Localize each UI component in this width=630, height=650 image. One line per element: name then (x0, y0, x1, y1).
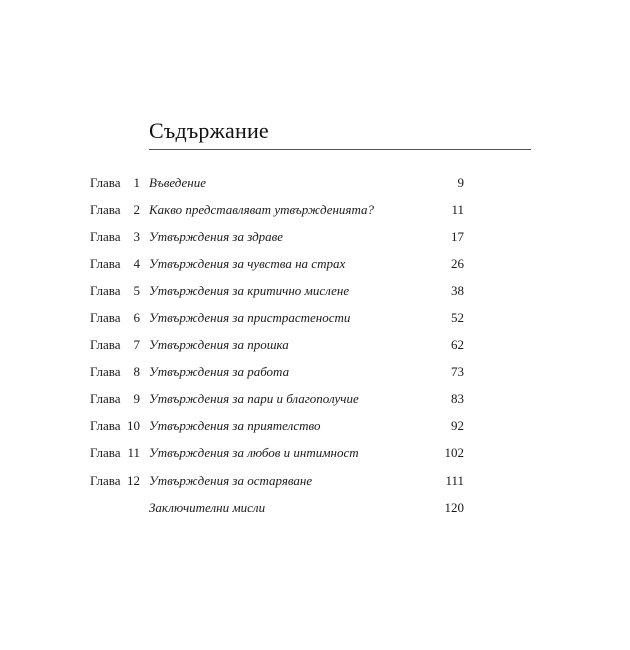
chapter-label: Глава (90, 473, 121, 488)
entry-title: Утвърждения за критично мислене (149, 283, 350, 298)
chapter-number: 7 (133, 337, 140, 352)
chapter-number: 9 (133, 391, 140, 406)
toc-entry (0, 389, 630, 409)
chapter-label: Глава (90, 445, 121, 460)
chapter-label: Глава (90, 337, 121, 352)
chapter-number: 1 (133, 175, 140, 190)
page-number: 92 (451, 418, 464, 433)
heading-rule (149, 149, 531, 150)
page-number: 73 (451, 364, 464, 379)
chapter-number: 6 (133, 310, 140, 325)
page-number: 38 (451, 283, 464, 298)
entry-title: Утвърждения за пари и благополучие (149, 391, 359, 406)
toc-entry (0, 416, 630, 436)
chapter-number: 12 (127, 473, 140, 488)
page-number: 52 (451, 310, 464, 325)
toc-entry (0, 227, 630, 247)
chapter-number: 3 (133, 229, 140, 244)
entry-title: Утвърждения за остаряване (149, 473, 313, 488)
chapter-number: 5 (133, 283, 140, 298)
page-number: 102 (444, 445, 464, 460)
chapter-number: 11 (127, 445, 140, 460)
page-number: 62 (451, 337, 464, 352)
chapter-label: Глава (90, 229, 121, 244)
chapter-number: 10 (127, 418, 140, 433)
chapter-label: Глава (90, 418, 121, 433)
chapter-number: 2 (133, 202, 140, 217)
entry-title: Утвърждения за приятелство (149, 418, 321, 433)
entry-title: Утвърждения за любов и интимност (149, 445, 359, 460)
toc-entry (0, 335, 630, 355)
chapter-label: Глава (90, 256, 121, 271)
toc-entry (0, 173, 630, 193)
chapter-label: Глава (90, 283, 121, 298)
page-number: 120 (444, 500, 464, 515)
toc-entry (0, 498, 630, 518)
toc-heading: Съдържание (149, 118, 269, 143)
page-number: 11 (451, 202, 464, 217)
toc-entry (0, 308, 630, 328)
toc-entry (0, 254, 630, 274)
page-number: 83 (451, 391, 464, 406)
chapter-label: Глава (90, 175, 121, 190)
toc-entry (0, 443, 630, 463)
page-number: 111 (445, 473, 464, 488)
chapter-label: Глава (90, 391, 121, 406)
page-number: 26 (451, 256, 464, 271)
entry-title: Утвърждения за здраве (149, 229, 284, 244)
chapter-number: 8 (133, 364, 140, 379)
toc-entry (0, 471, 630, 491)
entry-title: Утвърждения за пристрастености (149, 310, 351, 325)
toc-entry (0, 281, 630, 301)
toc-entry (0, 362, 630, 382)
entry-title: Заключителни мисли (149, 500, 266, 515)
chapter-label: Глава (90, 310, 121, 325)
page-number: 17 (451, 229, 464, 244)
entry-title: Въведение (149, 175, 207, 190)
entry-title: Утвърждения за чувства на страх (149, 256, 346, 271)
chapter-number: 4 (133, 256, 140, 271)
entry-title: Какво представляват утвържденията? (149, 202, 375, 217)
entry-title: Утвърждения за прошка (149, 337, 289, 352)
entry-title: Утвърждения за работа (149, 364, 290, 379)
chapter-label: Глава (90, 364, 121, 379)
chapter-label: Глава (90, 202, 121, 217)
page-number: 9 (457, 175, 464, 190)
toc-entry (0, 200, 630, 220)
